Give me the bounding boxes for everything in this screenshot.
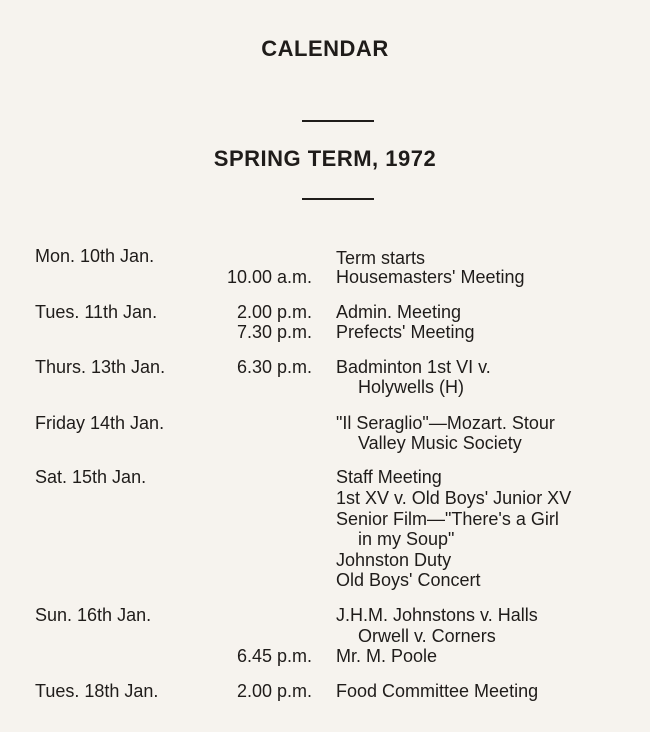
event-date: Tues. 18th Jan. (35, 681, 159, 701)
calendar-heading: CALENDAR (261, 36, 389, 61)
event-description: Orwell v. Corners (358, 626, 496, 646)
heading-divider (302, 120, 374, 122)
event-time: 2.00 p.m. (236, 681, 312, 701)
event-description: Food Committee Meeting (336, 681, 539, 701)
event-description: Admin. Meeting (336, 302, 462, 322)
event-description: Johnston Duty (336, 550, 452, 570)
event-date: Sat. 15th Jan. (35, 467, 147, 487)
event-description: Badminton 1st VI v. (336, 357, 491, 377)
event-description: 1st XV v. Old Boys' Junior XV (336, 488, 572, 508)
event-description: Senior Film—"There's a Girl (336, 509, 559, 529)
event-date: Thurs. 13th Jan. (35, 357, 166, 377)
event-description-continued: Holywells (H) (358, 377, 465, 397)
term-heading: SPRING TERM, 1972 (213, 146, 437, 171)
event-time: 6.45 p.m. (236, 646, 312, 666)
event-description: Old Boys' Concert (336, 570, 481, 590)
event-date: Mon. 10th Jan. (35, 246, 155, 266)
event-description: Mr. M. Poole (336, 646, 438, 666)
event-description-continued: in my Soup" (358, 529, 455, 549)
event-time: 6.30 p.m. (236, 357, 312, 377)
event-time: 2.00 p.m. (236, 302, 312, 322)
event-description-continued: Valley Music Society (358, 433, 522, 453)
event-description: Term starts (336, 248, 426, 268)
event-date: Sun. 16th Jan. (35, 605, 152, 625)
event-description: J.H.M. Johnstons v. Halls (336, 605, 538, 625)
event-description: Housemasters' Meeting (336, 267, 525, 287)
event-date: Friday 14th Jan. (35, 413, 165, 433)
event-description: "Il Seraglio"—Mozart. Stour (336, 413, 555, 433)
event-description: Staff Meeting (336, 467, 442, 487)
event-time: 10.00 a.m. (226, 267, 312, 287)
event-time: 7.30 p.m. (236, 322, 312, 342)
term-divider (302, 198, 374, 200)
event-date: Tues. 11th Jan. (35, 302, 158, 322)
event-description: Prefects' Meeting (336, 322, 475, 342)
